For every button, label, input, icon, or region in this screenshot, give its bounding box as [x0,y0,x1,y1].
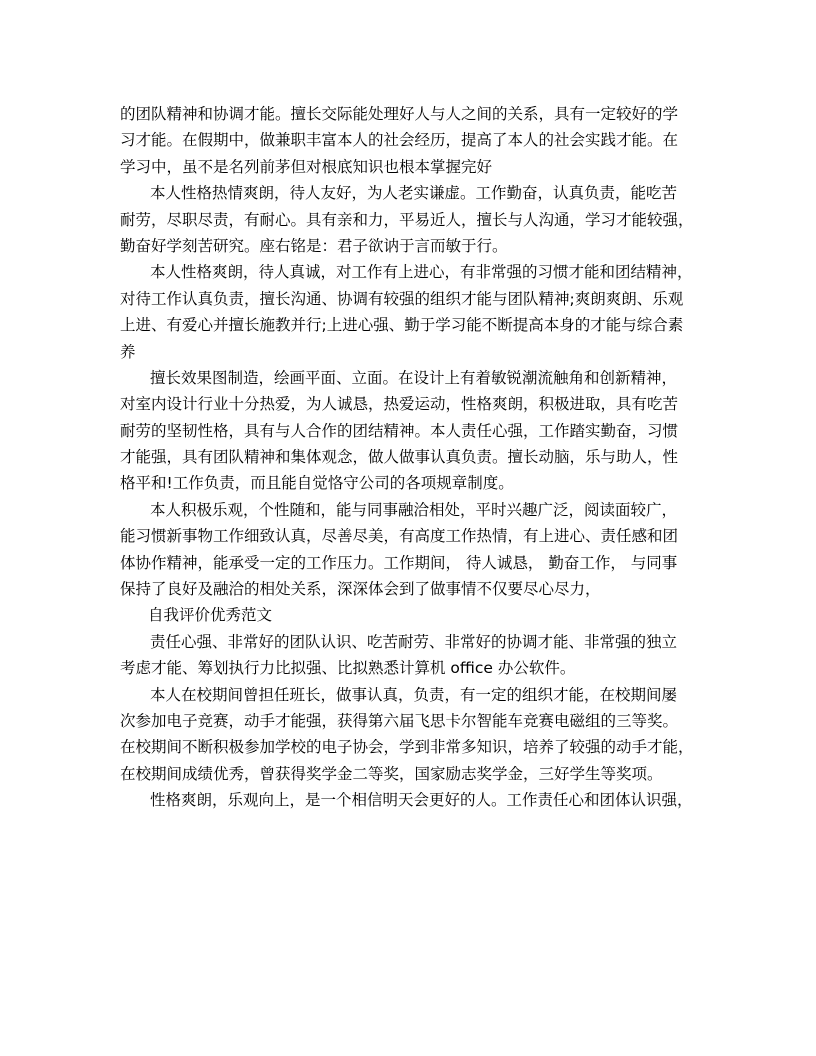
paragraph-line: 上进、有爱心并擅长施教并行;上进心强、勤于学习能不断提高本身的才能与综合素 [120,316,684,335]
paragraph-line: 耐劳的坚韧性格，具有与人合作的团结精神。本人责任心强，工作踏实勤奋，习惯 [120,421,679,440]
paragraph-line: 格平和!工作负责，而且能自觉恪守公司的各项规章制度。 [120,474,514,493]
paragraph-line: 养 [120,342,136,361]
paragraph-line: 对室内设计行业十分热爱，为人诚恳，热爱运动，性格爽朗，积极进取，具有吃苦 [120,395,679,414]
paragraph-line: 学习中，虽不是名列前茅但对根底知识也根本掌握完好 [120,157,493,176]
paragraph [120,101,700,180]
paragraph-line: 本人积极乐观，个性随和，能与同事融洽相处，平时兴趣广泛，阅读面较广， [150,500,678,519]
paragraph [120,682,700,788]
paragraph-line: 对待工作认真负责，擅长沟通、协调有较强的组织才能与团队精神;爽朗爽朗、乐观 [120,289,684,308]
paragraph-line: 次参加电子竞赛，动手才能强，获得第六届飞思卡尔智能车竞赛电磁组的三等奖。 [120,711,679,730]
paragraph-line: 在校期间不断积极参加学校的电子协会，学到非常多知识，培养了较强的动手才能， [120,738,694,757]
paragraph-line: 的团队精神和协调才能。擅长交际能处理好人与人之间的关系，具有一定较好的学 [120,105,679,123]
paragraph [120,787,700,813]
paragraph-line: 本人性格爽朗，待人真诚，对工作有上进心，有非常强的习惯才能和团结精神， [150,263,693,282]
paragraph-line: 本人性格热情爽朗，待人友好，为人老实谦虚。工作勤奋，认真负责，能吃苦 [150,184,678,203]
paragraph-line: 擅长效果图制造，绘画平面、立面。在设计上有着敏锐潮流触角和创新精神， [150,368,678,387]
paragraph-line: 勤奋好学刻苦研究。座右铭是：君子欲讷于言而敏于行。 [120,236,508,255]
paragraph-line: 自我评价优秀范文 [148,606,273,625]
paragraph-line: 保持了良好及融洽的相处关系，深深体会到了做事情不仅要尽心尽力， [120,580,601,599]
paragraph [120,180,700,259]
paragraph [120,365,700,497]
paragraph-line: 才能强，具有团队精神和集体观念，做人做事认真负责。擅长动脑，乐与助人，性 [120,448,679,467]
paragraph-line: 本人在校期间曾担任班长，做事认真，负责，有一定的组织才能，在校期间屡 [150,685,678,704]
paragraph-line: 体协作精神，能承受一定的工作压力。工作期间， 待人诚恳， 勤奋工作， 与同事 [120,553,678,572]
paragraph-line: 性格爽朗，乐观向上，是一个相信明天会更好的人。工作责任心和团体认识强， [150,791,693,810]
document-body [120,101,700,814]
paragraph-line: 在校期间成绩优秀，曾获得奖学金二等奖，国家励志奖学金，三好学生等奖项。 [120,764,663,783]
paragraph [120,602,700,628]
paragraph [120,629,700,682]
paragraph [120,497,700,603]
paragraph [120,259,700,365]
paragraph-line: 习才能。在假期中，做兼职丰富本人的社会经历，提高了本人的社会实践才能。在 [120,131,679,150]
paragraph-line: 耐劳，尽职尽责，有耐心。具有亲和力，平易近人，擅长与人沟通，学习才能较强， [120,210,694,229]
paragraph-line: 能习惯新事物工作细致认真，尽善尽美，有高度工作热情，有上进心、责任感和团 [120,527,679,546]
paragraph-line: 考虑才能、筹划执行力比拟强、比拟熟悉计算机 office 办公软件。 [120,659,576,678]
paragraph-line: 责任心强、非常好的团队认识、吃苦耐劳、非常好的协调才能、非常强的独立 [150,632,678,651]
